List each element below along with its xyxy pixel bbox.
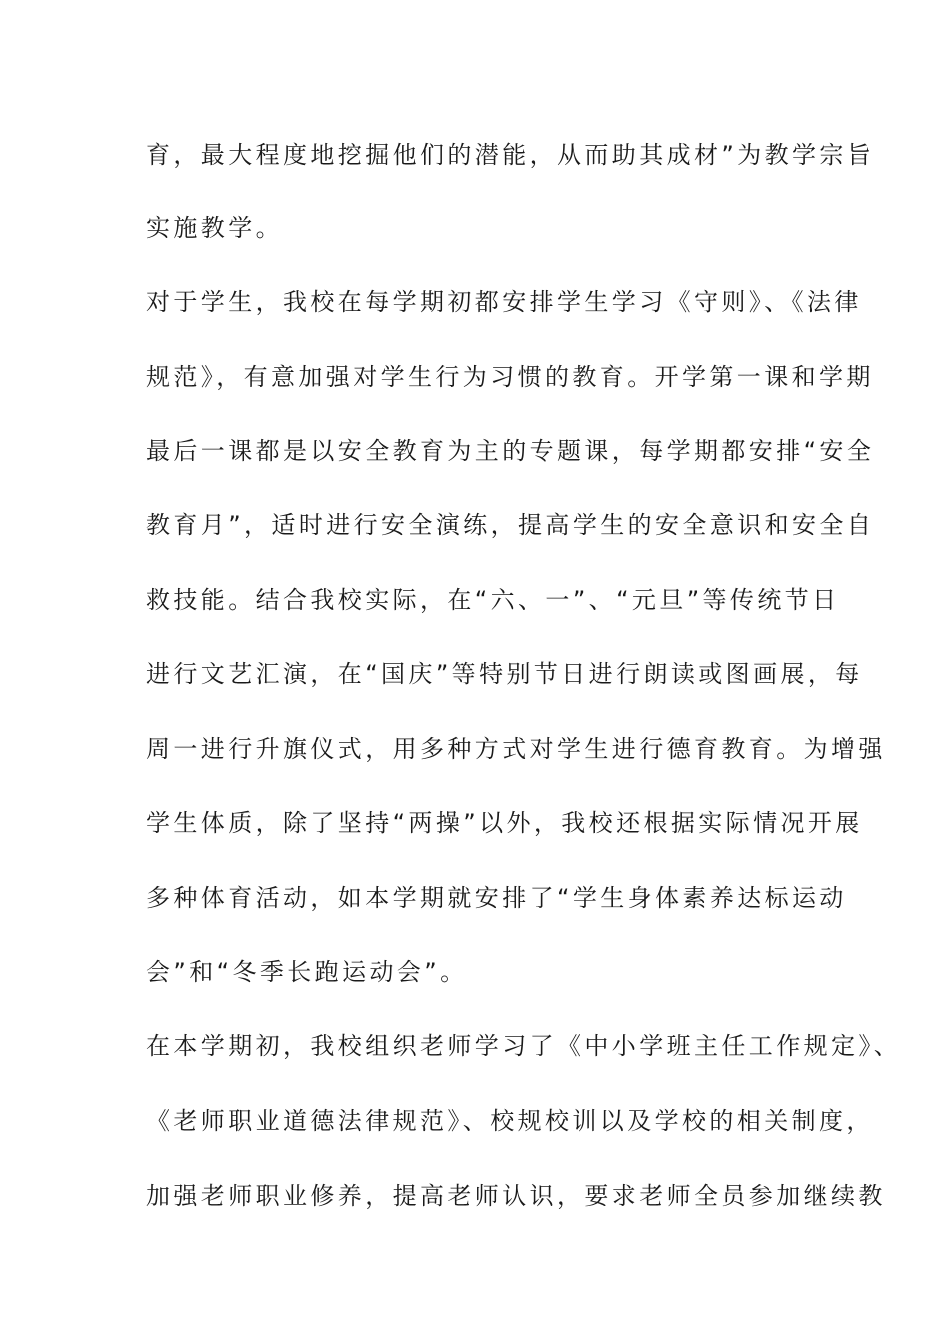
text-line: 实施教学。: [146, 214, 283, 242]
text-line: 教育月”，适时进行安全演练，提高学生的安全意识和安全自: [146, 511, 875, 539]
text-line: 规范》，有意加强对学生行为习惯的教育。开学第一课和学期: [146, 363, 874, 391]
text-line: 在本学期初，我校组织老师学习了《中小学班主任工作规定》、: [146, 1032, 902, 1060]
text-line: 加强老师职业修养，提高老师认识，要求老师全员参加继续教: [146, 1182, 886, 1210]
text-line: 学生体质，除了坚持“两操”以外，我校还根据实际情况开展: [146, 809, 863, 837]
text-line: 多种体育活动，如本学期就安排了“学生身体素养达标运动: [146, 884, 847, 912]
text-line: 最后一课都是以安全教育为主的专题课，每学期都安排“安全: [146, 437, 875, 465]
text-line: 进行文艺汇演，在“国庆”等特别节日进行朗读或图画展，每: [146, 660, 863, 688]
text-line: 《老师职业道德法律规范》、校规校训以及学校的相关制度，: [146, 1107, 874, 1135]
text-line: 会”和“冬季长跑运动会”。: [146, 958, 468, 986]
text-line: 周一进行升旗仪式，用多种方式对学生进行德育教育。为增强: [146, 735, 886, 763]
text-line: 救技能。结合我校实际，在“六、一”、“元旦”等传统节日: [146, 586, 840, 614]
text-line: 对于学生，我校在每学期初都安排学生学习《守则》、《法律: [146, 288, 862, 316]
text-line: 育，最大程度地挖掘他们的潜能，从而助其成材”为教学宗旨: [146, 141, 875, 169]
